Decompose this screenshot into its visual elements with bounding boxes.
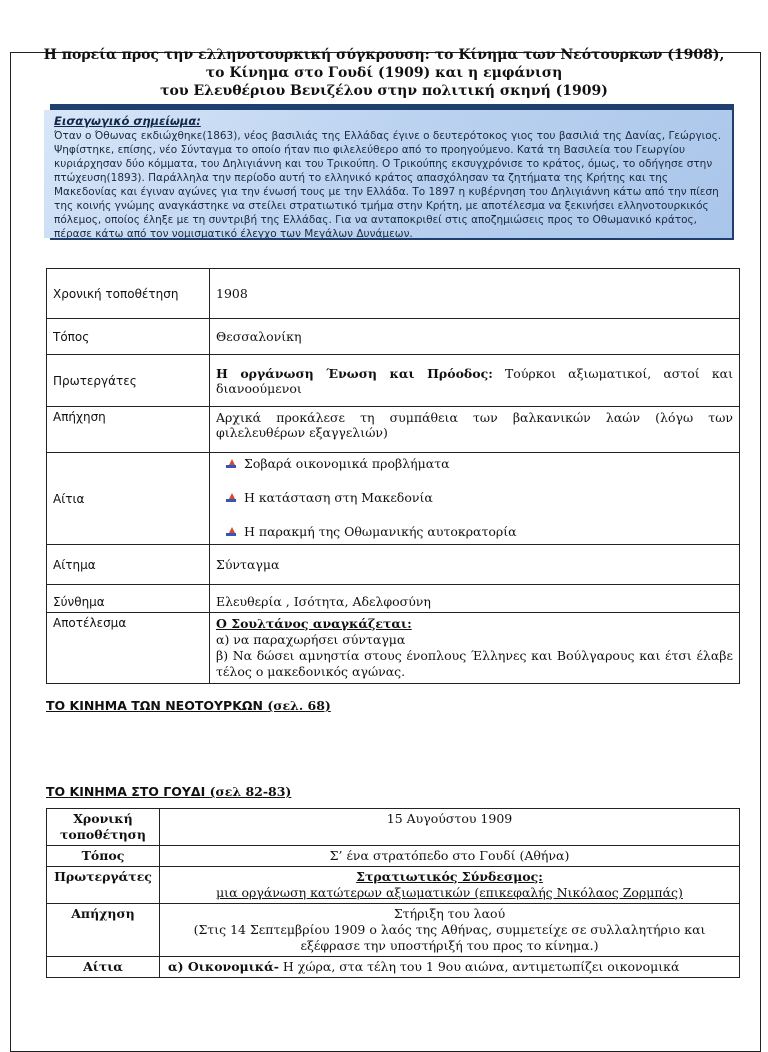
goudi-table (46, 808, 740, 978)
intro-text: Όταν ο Όθωνας εκδιώχθηκε(1863), νέος βασιλιάς της Ελλάδας έγινε ο δευτερότοκος γιος του βασιλιά της Δανίας, Γεώργιος. Ψηφίστηκε, επίσης, νέο Σύνταγμα το οποίο ήταν πιο φιλελεύθερο από το προηγούμενο. Κατά τη Βασιλεία του Γεωργίου κυριάρχησαν δύο κόμματα, του Δηλιγιάννη και του Τρικούπη. Ο Τρικούπης εκσυγχρόνισε το κράτος, όμως, το οδήγησε στην πτώχευση(1893). Παράλληλα την περίοδο αυτή το ελληνικό κράτος απασχόλησαν τα ζητήματα της Κρήτης και της Μακεδονίας και έγιναν αγώνες για την ένωσή τους με την Ελλάδα. Το 1897 η κυβέρνηση του Δηλιγιάννη κάτω από την πίεση της κοινής γνώμης αναγκάστηκε να στείλει στρατιωτικό τμήμα στην Κρήτη, με αποτέλεσμα να ξεκινήσει ελληνοτουρκικός πόλεμος, οποίος έληξε με τη συντριβή της Ελλάδας. Για να ανταποκριθεί στις αποζημιώσεις προς το Οθωμανικό κράτος, πέρασε κάτω από τον νομισματικό έλεγχο των Μεγάλων Δυνάμεων. (54, 130, 722, 238)
pyramid-bullet-icon (226, 459, 236, 469)
echo-label: Απήχηση (47, 904, 160, 957)
causes-rest: Η χώρα, στα τέλη του 1 9ου αιώνα, αντιμετωπίζει οικονομικά (278, 959, 680, 974)
document-title (0, 46, 768, 100)
date-label: Χρονική τοποθέτηση (47, 809, 160, 846)
table-row (47, 545, 740, 585)
echo-line-2: (Στις 14 Σεπτεμβρίου 1909 ο λαός της Αθήνας, συμμετείχε σε συλλαλητήριο και εξέφρασε την υποστήριξή του προς το κίνημα.) (193, 922, 706, 953)
place-label: Τόπος (47, 846, 160, 867)
place-label: Τόπος (47, 319, 210, 355)
demand-value: Σύνταγμα (210, 545, 740, 585)
table-row (47, 319, 740, 355)
causes-value (160, 957, 740, 978)
table-row (47, 407, 740, 453)
result-b: β) Να δώσει αμνηστία στους ένοπλους Έλληνες και Βούλγαρους και έτσι έλαβε τέλος ο μακεδονικός αγώνας. (216, 648, 733, 679)
slogan-value: Ελευθερία , Ισότητα, Αδελφοσύνη (210, 585, 740, 613)
causes-label: Αίτια (47, 957, 160, 978)
leaders-bold: Στρατιωτικός Σύνδεσμος: (356, 869, 543, 884)
result-value (210, 613, 740, 684)
echo-label: Απήχηση (47, 407, 210, 453)
result-heading: Ο Σουλτάνος αναγκάζεται: (216, 616, 412, 631)
result-a: α) να παραχωρήσει σύνταγμα (216, 632, 406, 647)
list-item (226, 524, 733, 540)
leaders-rest: μια οργάνωση κατώτερων αξιωματικών (επικεφαλής Νικόλαος Ζορμπάς) (216, 885, 683, 900)
list-item (226, 456, 733, 472)
echo-line-1: Στήριξη του λαού (393, 906, 506, 921)
demand-label: Αίτημα (47, 545, 210, 585)
table-row (47, 809, 740, 846)
table-row (47, 355, 740, 407)
title-line-3: του Ελευθέριου Βενιζέλου στην πολιτική σκηνή (1909) (160, 83, 608, 99)
section-page-ref: (σελ 82-83) (209, 784, 292, 799)
intro-heading: Εισαγωγικό σημείωμα: (54, 114, 201, 128)
list-item (226, 490, 733, 506)
leaders-value (210, 355, 740, 407)
pyramid-bullet-icon (226, 527, 236, 537)
table-row (47, 613, 740, 684)
leaders-bold: Η οργάνωση Ένωση και Πρόοδος: (216, 365, 493, 381)
table-row (47, 904, 740, 957)
section-heading-young-turks (46, 698, 331, 713)
leaders-label: Πρωτεργάτες (47, 867, 160, 904)
table-row (47, 453, 740, 545)
pyramid-bullet-icon (226, 493, 236, 503)
leaders-value (160, 867, 740, 904)
section-title: ΤΟ ΚΙΝΗΜΑ ΤΩΝ ΝΕΟΤΟΥΡΚΩΝ (46, 698, 268, 713)
young-turks-table (46, 268, 740, 684)
place-value: Θεσσαλονίκη (210, 319, 740, 355)
section-title: ΤΟ ΚΙΝΗΜΑ ΣΤΟ ΓΟΥΔΙ (46, 784, 210, 799)
leaders-label: Πρωτεργάτες (47, 355, 210, 407)
title-line-2: το Κίνημα στο Γουδί (1909) και η εμφάνιση (205, 65, 563, 81)
section-page-ref: (σελ. 68) (267, 698, 331, 713)
table-row (47, 269, 740, 319)
date-value: 1908 (210, 269, 740, 319)
table-row (47, 585, 740, 613)
date-value: 15 Αυγούστου 1909 (160, 809, 740, 846)
table-row (47, 867, 740, 904)
result-label: Αποτέλεσμα (47, 613, 210, 684)
cause-text: Η κατάσταση στη Μακεδονία (244, 490, 433, 505)
slogan-label: Σύνθημα (47, 585, 210, 613)
table-row (47, 957, 740, 978)
causes-list (210, 453, 740, 545)
title-line-1: Η πορεία προς την ελληνοτουρκική σύγκρουση: το Κίνημα των Νεότουρκων (1908), (43, 47, 725, 63)
echo-value (160, 904, 740, 957)
table-row (47, 846, 740, 867)
echo-value: Αρχικά προκάλεσε τη συμπάθεια των βαλκανικών λαών (λόγω των φιλελευθέρων εξαγγελιών) (210, 407, 740, 453)
causes-bold: α) Οικονομικά- (168, 959, 279, 974)
leaders-rest: Τούρκοι αξιωματικοί, αστοί και διανοούμενοι (216, 365, 733, 396)
section-heading-goudi (46, 784, 291, 799)
intro-box (44, 110, 732, 238)
place-value: Σ’ ένα στρατόπεδο στο Γουδί (Αθήνα) (160, 846, 740, 867)
causes-label: Αίτια (47, 453, 210, 545)
cause-text: Σοβαρά οικονομικά προβλήματα (244, 456, 450, 471)
cause-text: Η παρακμή της Οθωμανικής αυτοκρατορία (244, 524, 517, 539)
date-label: Χρονική τοποθέτηση (47, 269, 210, 319)
